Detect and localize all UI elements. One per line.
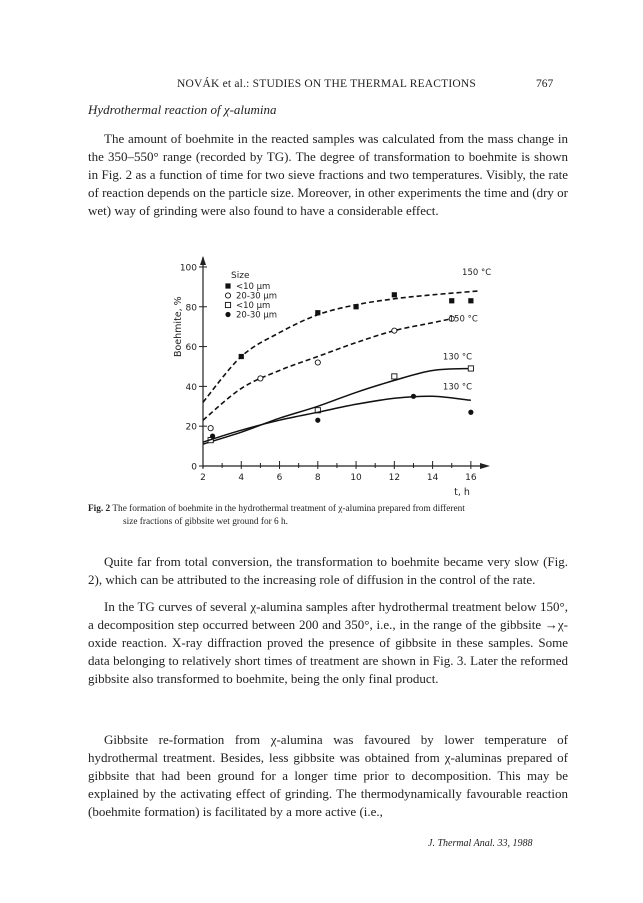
caption-label: Fig. 2 bbox=[88, 504, 111, 514]
x-tick-label: 14 bbox=[426, 473, 439, 483]
series-3-curve bbox=[203, 369, 471, 445]
paragraph-2: Quite far from total conversion, the transformation to boehmite became very slow (Fig. 2), which can be attributed to the increasing role of diffusion in the control of the rate. bbox=[88, 554, 568, 587]
x-tick-label: 8 bbox=[314, 473, 321, 483]
x-tick-label: 4 bbox=[238, 473, 245, 483]
x-tick-label: 12 bbox=[388, 473, 401, 483]
y-axis-arrow bbox=[200, 256, 206, 265]
y-axis-label: Boehmite, % bbox=[173, 296, 184, 358]
section-heading: Hydrothermal reaction of χ-alumina bbox=[88, 102, 277, 117]
series-4-point bbox=[468, 410, 473, 415]
legend-label: <10 μm bbox=[236, 282, 271, 292]
y-tick-label: 80 bbox=[185, 303, 197, 314]
series-4-point bbox=[411, 394, 416, 399]
caption-text-line-2: size fractions of gibbsite wet ground for 6 h. bbox=[123, 517, 288, 527]
series-1-temp-label: 150 °C bbox=[462, 267, 492, 278]
journal-footer: J. Thermal Anal. 33, 1988 bbox=[428, 838, 533, 849]
y-tick-label: 20 bbox=[185, 422, 197, 433]
y-tick-label: 60 bbox=[185, 343, 197, 354]
y-tick-label: 0 bbox=[191, 462, 197, 473]
legend-title: Size bbox=[231, 271, 250, 281]
figure-caption bbox=[88, 503, 566, 529]
x-tick-label: 10 bbox=[350, 473, 362, 483]
series-2-point bbox=[315, 360, 320, 365]
paragraph-4: Gibbsite re-formation from χ-alumina was favoured by lower temperature of hydrothermal treatment. Besides, less gibbsite was obtained from χ-aluminas prepared of gibbsite that had been ground for a longer time prior to decomposition. This may be explained by the activating effect of grinding. The thermodynamically favourable reaction (boehmite formation) is facilitated by a more active (i.e., bbox=[88, 732, 568, 819]
series-2-point bbox=[208, 426, 213, 431]
running-title: NOVÁK et al.: STUDIES ON THE THERMAL REACTIONS bbox=[177, 78, 477, 90]
legend-marker bbox=[225, 312, 230, 317]
series-4-temp-label: 130 °C bbox=[442, 382, 473, 393]
series-2-point bbox=[392, 328, 397, 333]
y-tick-label: 100 bbox=[179, 263, 197, 274]
x-axis-arrow bbox=[480, 463, 490, 469]
series-2-curve bbox=[203, 319, 452, 421]
legend-marker bbox=[225, 283, 230, 288]
series-1-point bbox=[353, 304, 358, 309]
paragraph-1: The amount of boehmite in the reacted samples was calculated from the mass change in the 350–550° range (recorded by TG). The degree of transformation to boehmite is shown in Fig. 2 as a function of time for two sieve fractions and two temperatures. Visibly, the rate of reaction depends on the particle size. Moreover, in other experiments the time and (dry or wet) way of grinding were also found to have a considerable effect. bbox=[88, 131, 568, 218]
series-4-point bbox=[315, 418, 320, 423]
series-1-point bbox=[468, 298, 473, 303]
paragraph-3: In the TG curves of several χ-alumina samples after hydrothermal treatment below 150°, a decomposition step occurred between 200 and 350°, i.e., in the range of the gibbsite →χ-oxide reaction. X-ray diffraction proved the presence of gibbsite in these samples. Some data belonging to relatively short times of treatment are shown in Fig. 3. Later the reformed gibbsite also transformed to boehmite, being the only final product. bbox=[88, 599, 568, 686]
page-number: 767 bbox=[536, 78, 554, 90]
series-4-curve bbox=[203, 396, 471, 442]
series-1-point bbox=[239, 354, 244, 359]
x-tick-label: 6 bbox=[276, 473, 283, 483]
legend-marker bbox=[225, 293, 230, 298]
series-2-point bbox=[258, 376, 263, 381]
series-1-point bbox=[392, 292, 397, 297]
series-3-point bbox=[468, 366, 473, 371]
series-3-point bbox=[392, 374, 397, 379]
x-tick-label: 16 bbox=[465, 473, 477, 483]
legend-label: 20-30 μm bbox=[236, 291, 278, 302]
caption-text-line-1: The formation of boehmite in the hydrothermal treatment of χ-alumina prepared from different bbox=[112, 504, 465, 514]
y-tick-label: 40 bbox=[185, 382, 197, 393]
series-3-temp-label: 130 °C bbox=[442, 352, 473, 363]
legend-marker bbox=[225, 302, 230, 307]
series-2-temp-label: 150 °C bbox=[448, 314, 478, 325]
legend-label: 20-30 μm bbox=[236, 310, 278, 321]
legend-label: <10 μm bbox=[236, 301, 271, 311]
x-axis-label: t, h bbox=[454, 487, 470, 498]
series-4-point bbox=[210, 434, 215, 439]
series-1-point bbox=[449, 298, 454, 303]
series-1-point bbox=[315, 310, 320, 315]
x-tick-label: 2 bbox=[200, 473, 206, 483]
